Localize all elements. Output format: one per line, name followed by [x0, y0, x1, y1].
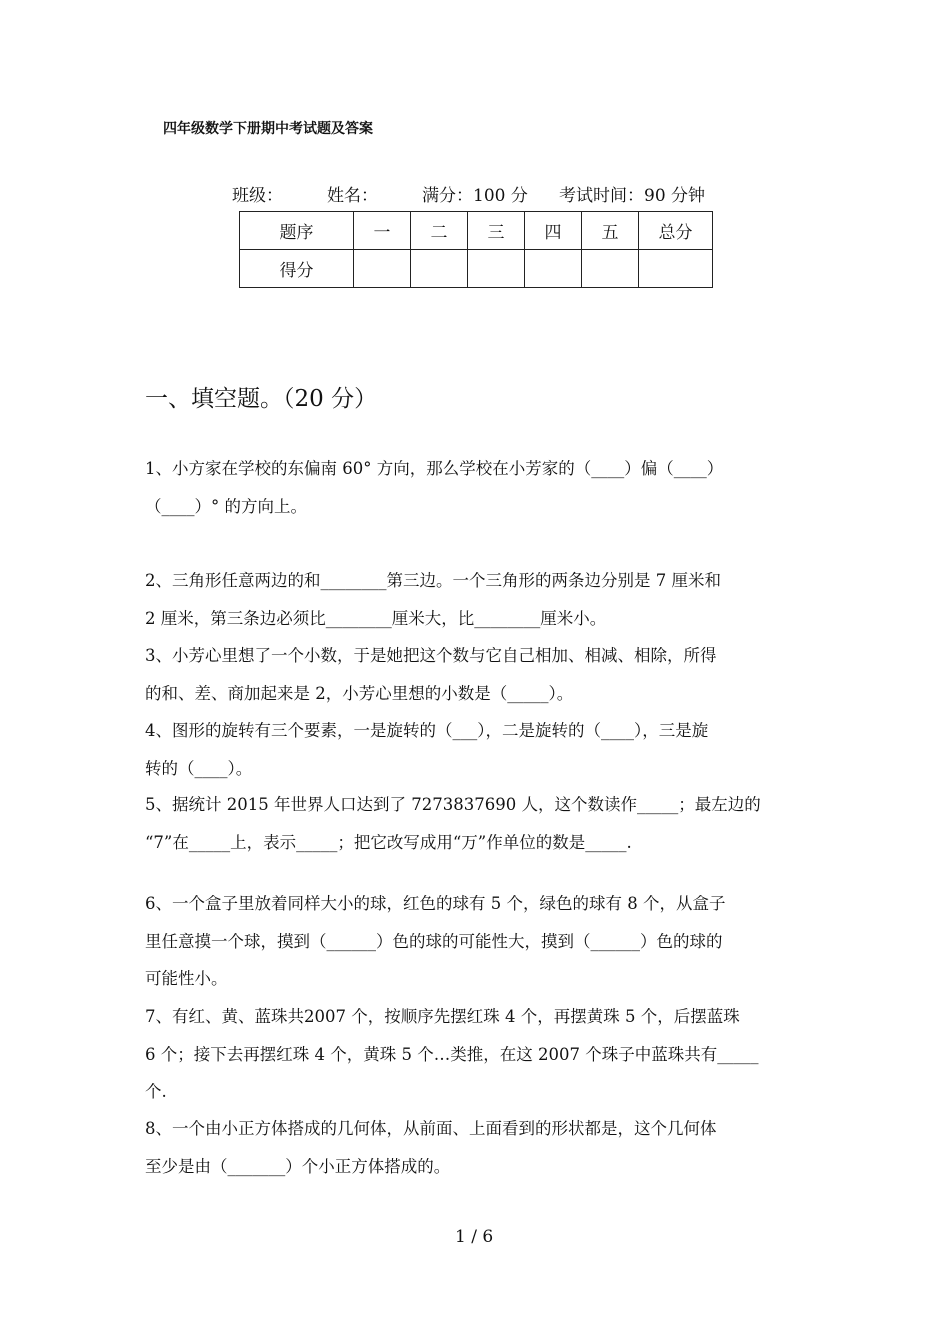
- question-4: [145, 712, 810, 787]
- page-number: 1 / 6: [455, 1227, 494, 1247]
- question-line: 5、据统计 2015 年世界人口达到了 7273837690 人，这个数读作_____；最左边的: [145, 795, 761, 814]
- question-3: [145, 637, 810, 712]
- question-line: 至少是由（_______）个小正方体搭成的。: [145, 1156, 451, 1176]
- document-title: 四年级数学下册期中考试题及答案: [163, 121, 373, 137]
- row-label: 得分: [240, 250, 354, 288]
- name-label: 姓名：: [327, 186, 378, 206]
- question-2: [145, 562, 810, 637]
- header-cell: 五: [582, 212, 639, 250]
- question-line: 2 厘米，第三条边必须比________厘米大，比________厘米小。: [145, 608, 607, 628]
- score-cell: [411, 250, 468, 288]
- header-cell: 一: [354, 212, 411, 250]
- exam-time: 考试时间：90 分钟: [559, 186, 706, 206]
- question-line: 里任意摸一个球，摸到（______）色的球的可能性大，摸到（______）色的球的: [145, 931, 723, 951]
- question-line: 8、一个由小正方体搭成的几何体，从前面、上面看到的形状都是，这个几何体: [145, 1119, 717, 1138]
- question-line: 2、三角形任意两边的和________第三边。一个三角形的两条边分别是 7 厘米和: [145, 571, 721, 590]
- question-line: 6、一个盒子里放着同样大小的球，红色的球有 5 个，绿色的球有 8 个，从盒子: [145, 894, 726, 913]
- question-line: 7、有红、黄、蓝珠共2007 个，按顺序先摆红珠 4 个，再摆黄珠 5 个，后摆蓝珠: [145, 1007, 740, 1026]
- header-cell: 题序: [240, 212, 354, 250]
- question-line: 的和、差、商加起来是 2，小芳心里想的小数是（_____）。: [145, 683, 574, 703]
- question-line: 个.: [145, 1082, 167, 1101]
- section-title: 一、填空题。（20 分）: [145, 386, 378, 412]
- score-table-score-row: [240, 250, 713, 288]
- score-cell: [354, 250, 411, 288]
- full-score: 满分：100 分: [422, 186, 528, 206]
- question-5: [145, 786, 810, 861]
- header-cell: 总分: [639, 212, 713, 250]
- header-cell: 二: [411, 212, 468, 250]
- question-6: [145, 885, 810, 998]
- header-cell: 四: [525, 212, 582, 250]
- question-line: 1、小方家在学校的东偏南 60° 方向，那么学校在小芳家的（____）偏（____）: [145, 459, 724, 478]
- score-cell: [582, 250, 639, 288]
- question-line: 6 个；接下去再摆红珠 4 个，黄珠 5 个…类推，在这 2007 个珠子中蓝珠共有_____: [145, 1044, 759, 1064]
- header-cell: 三: [468, 212, 525, 250]
- score-table: [239, 211, 713, 288]
- question-line: （____）° 的方向上。: [145, 496, 307, 516]
- question-line: “7”在_____上，表示_____；把它改写成用“万”作单位的数是_____.: [145, 832, 632, 852]
- score-cell: [468, 250, 525, 288]
- question-1: [145, 450, 810, 525]
- question-8: [145, 1110, 810, 1185]
- question-line: 3、小芳心里想了一个小数，于是她把这个数与它自己相加、相减、相除，所得: [145, 646, 717, 665]
- score-cell: [525, 250, 582, 288]
- question-line: 可能性小。: [145, 969, 228, 988]
- question-7: [145, 998, 810, 1111]
- question-line: 转的（____）。: [145, 758, 253, 778]
- score-cell: [639, 250, 713, 288]
- score-table-header-row: [240, 212, 713, 250]
- class-label: 班级：: [232, 186, 283, 206]
- exam-info-line: [232, 181, 705, 206]
- question-line: 4、图形的旋转有三个要素，一是旋转的（___），二是旋转的（____），三是旋: [145, 721, 709, 740]
